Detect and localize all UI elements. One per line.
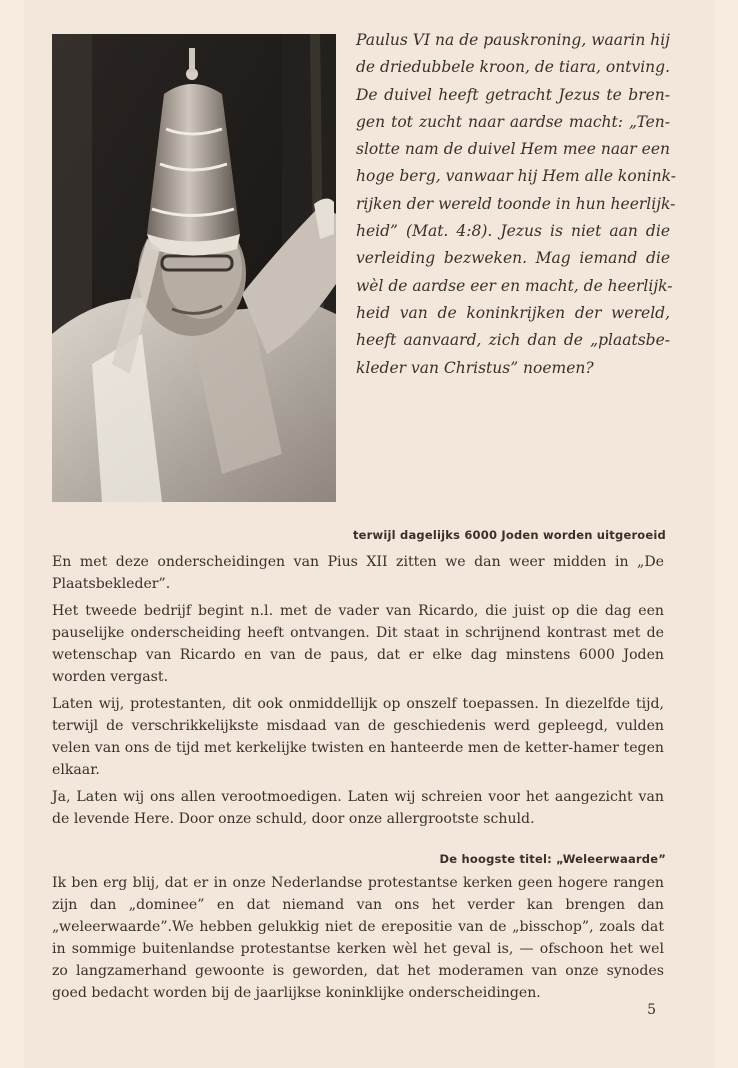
caption-line: verleiding bezweken. Mag iemand die <box>356 249 670 268</box>
photo-pope-paul-vi <box>52 34 336 502</box>
paragraph: Laten wij, protestanten, dit ook onmiddellijk op onszelf toepassen. In diezelfde tijd, terwijl de verschrikkelijkste misdaad van de geschiedenis werd gepleegd, vulden velen van ons de tijd met kerkelijke twisten en hanteerde men de ketter-hamer tegen elkaar. <box>52 696 664 778</box>
section-body <box>52 551 664 835</box>
caption-line: De duivel heeft getracht Jezus te bren- <box>356 85 670 104</box>
paragraph: Het tweede bedrijf begint n.l. met de vader van Ricardo, die juist op die dag een pauselijke onderscheiding heeft ontvangen. Dit staat in schrijnend kontrast met de wetenschap van Ricardo en van de paus, dat er elke dag minstens 6000 Joden worden vergast. <box>52 603 664 685</box>
caption-line: Paulus VI na de pauskroning, waarin hij <box>356 31 670 49</box>
caption-line: gen tot zucht naar aardse macht: „Ten- <box>356 112 670 131</box>
caption-line: de driedubbele kroon, de tiara, ontving. <box>356 58 670 77</box>
photo-caption <box>356 27 676 382</box>
caption-line: kleder van Christus” noemen? <box>356 358 594 377</box>
section-heading: terwijl dagelijks 6000 Joden worden uitgeroeid <box>352 528 666 542</box>
section-heading: De hoogste titel: „Weleerwaarde” <box>439 852 666 866</box>
section-body <box>52 872 664 1009</box>
caption-line: heeft aanvaard, zich dan de „plaatsbe- <box>356 331 670 350</box>
caption-line: wèl de aardse eer en macht, de heerlijk- <box>356 276 673 295</box>
page-number: 5 <box>647 1002 656 1018</box>
caption-line: slotte nam de duivel Hem mee naar een <box>356 140 670 159</box>
caption-line: heid van de koninkrijken der wereld, <box>356 303 670 322</box>
paragraph: En met deze onderscheidingen van Pius XII zitten we dan weer midden in „De Plaatsbekleder”. <box>52 554 664 592</box>
caption-line: hoge berg, vanwaar hij Hem alle konink- <box>356 167 676 186</box>
paragraph: Ja, Laten wij ons allen verootmoedigen. Laten wij schreien voor het aangezicht van de levende Here. Door onze schuld, door onze allergrootste schuld. <box>52 789 664 827</box>
caption-line: heid” (Mat. 4:8). Jezus is niet aan die <box>356 222 670 241</box>
paragraph: Ik ben erg blij, dat er in onze Nederlandse protestantse kerken geen hogere rangen zijn dan „dominee” en dat niemand van ons het verder kan brengen dan „weleerwaarde”.We hebben gelukkig niet de erepositie van de „bisschop”, zoals dat in sommige buitenlandse protestantse kerken wèl het geval is, — ofschoon het wel zo langzamerhand gewoonte is geworden, dat het moderamen van onze synodes goed bedacht worden bij de jaarlijkse koninklijke onderscheidingen. <box>52 875 664 1001</box>
caption-line: rijken der wereld toonde in hun heerlijk- <box>356 194 676 213</box>
